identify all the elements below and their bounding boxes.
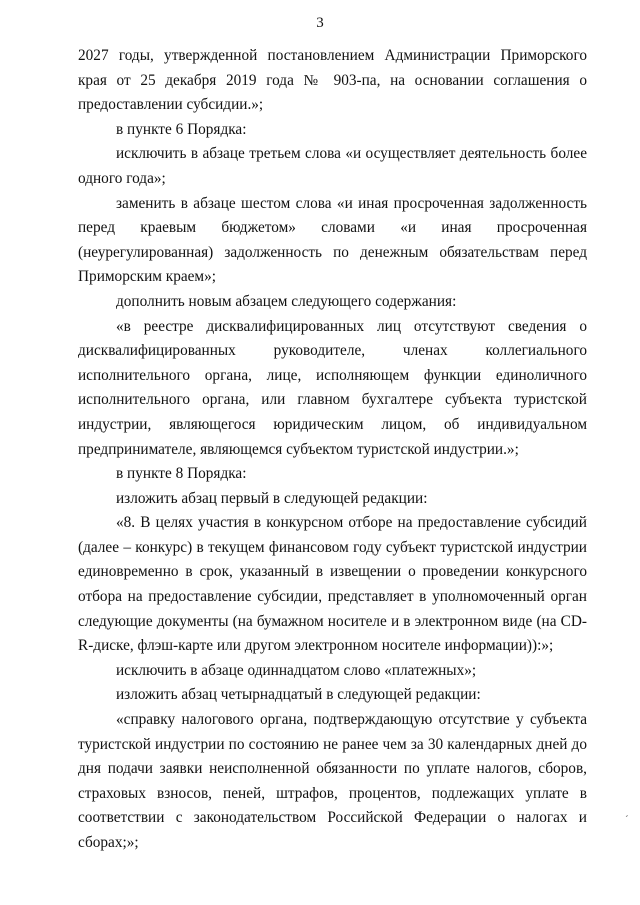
page-number: 3 xyxy=(316,15,324,31)
paragraph-2: в пункте 6 Порядка: xyxy=(116,120,247,138)
paragraph-5: дополнить новым абзацем следующего содержания: xyxy=(116,292,457,310)
paragraph-7: в пункте 8 Порядка: xyxy=(116,465,247,483)
paragraph-12: «справку налогового органа, подтверждающую отсутствие у субъекта туристской индустрии по состоянию не ранее чем за 30 календарных дней до дня подачи заявки неисполненной обязанности по уплате налогов, сборов, страховых взносов, пеней, штрафов, процентов, подлежащих уплате в соответствии с законодательством Российской Федерации о налогах и сборах;»; xyxy=(78,711,587,851)
paragraph-8: изложить абзац первый в следующей редакции: xyxy=(116,489,428,507)
scan-artifact-mark: ˊ xyxy=(625,814,629,826)
document-body xyxy=(78,44,587,856)
paragraph-3: исключить в абзаце третьем слова «и осуществляет деятельность более одного года»; xyxy=(78,145,587,187)
paragraph-9: «8. В целях участия в конкурсном отборе на предоставление субсидий (далее – конкурс) в текущем финансовом году субъект туристской индустрии единовременно в срок, указанный в извещении о проведении конкурсного отбора на предоставление субсидии, представляет в уполномоченный орган следующие документы (на бумажном носителе и в электронном виде (на CD-R-диске, флэш-карте или другом электронном носителе информации)):»; xyxy=(78,514,587,655)
paragraph-10: исключить в абзаце одиннадцатом слово «платежных»; xyxy=(116,661,477,679)
paragraph-11: изложить абзац четырнадцатый в следующей редакции: xyxy=(116,686,481,704)
paragraph-4: заменить в абзаце шестом слова «и иная просроченная задолженность перед краевым бюджетом» словами «и иная просроченная (неурегулированная) задолженность по денежным обязательствам перед Приморским краем»; xyxy=(78,194,587,286)
paragraph-1: 2027 годы, утвержденной постановлением Администрации Приморского края от 25 декабря 2019 года № 903-па, на основании соглашения о предоставлении субсидии.»; xyxy=(78,47,587,114)
paragraph-6: «в реестре дисквалифицированных лиц отсутствуют сведения о дисквалифицированных руководителе, членах коллегиального исполнительного органа, лице, исполняющем функции единоличного исполнительного органа, или главном бухгалтере субъекта туристской индустрии, являющегося юридическим лицом, об индивидуальном предпринимателе, являющемся субъектом туристской индустрии.»; xyxy=(78,317,587,458)
